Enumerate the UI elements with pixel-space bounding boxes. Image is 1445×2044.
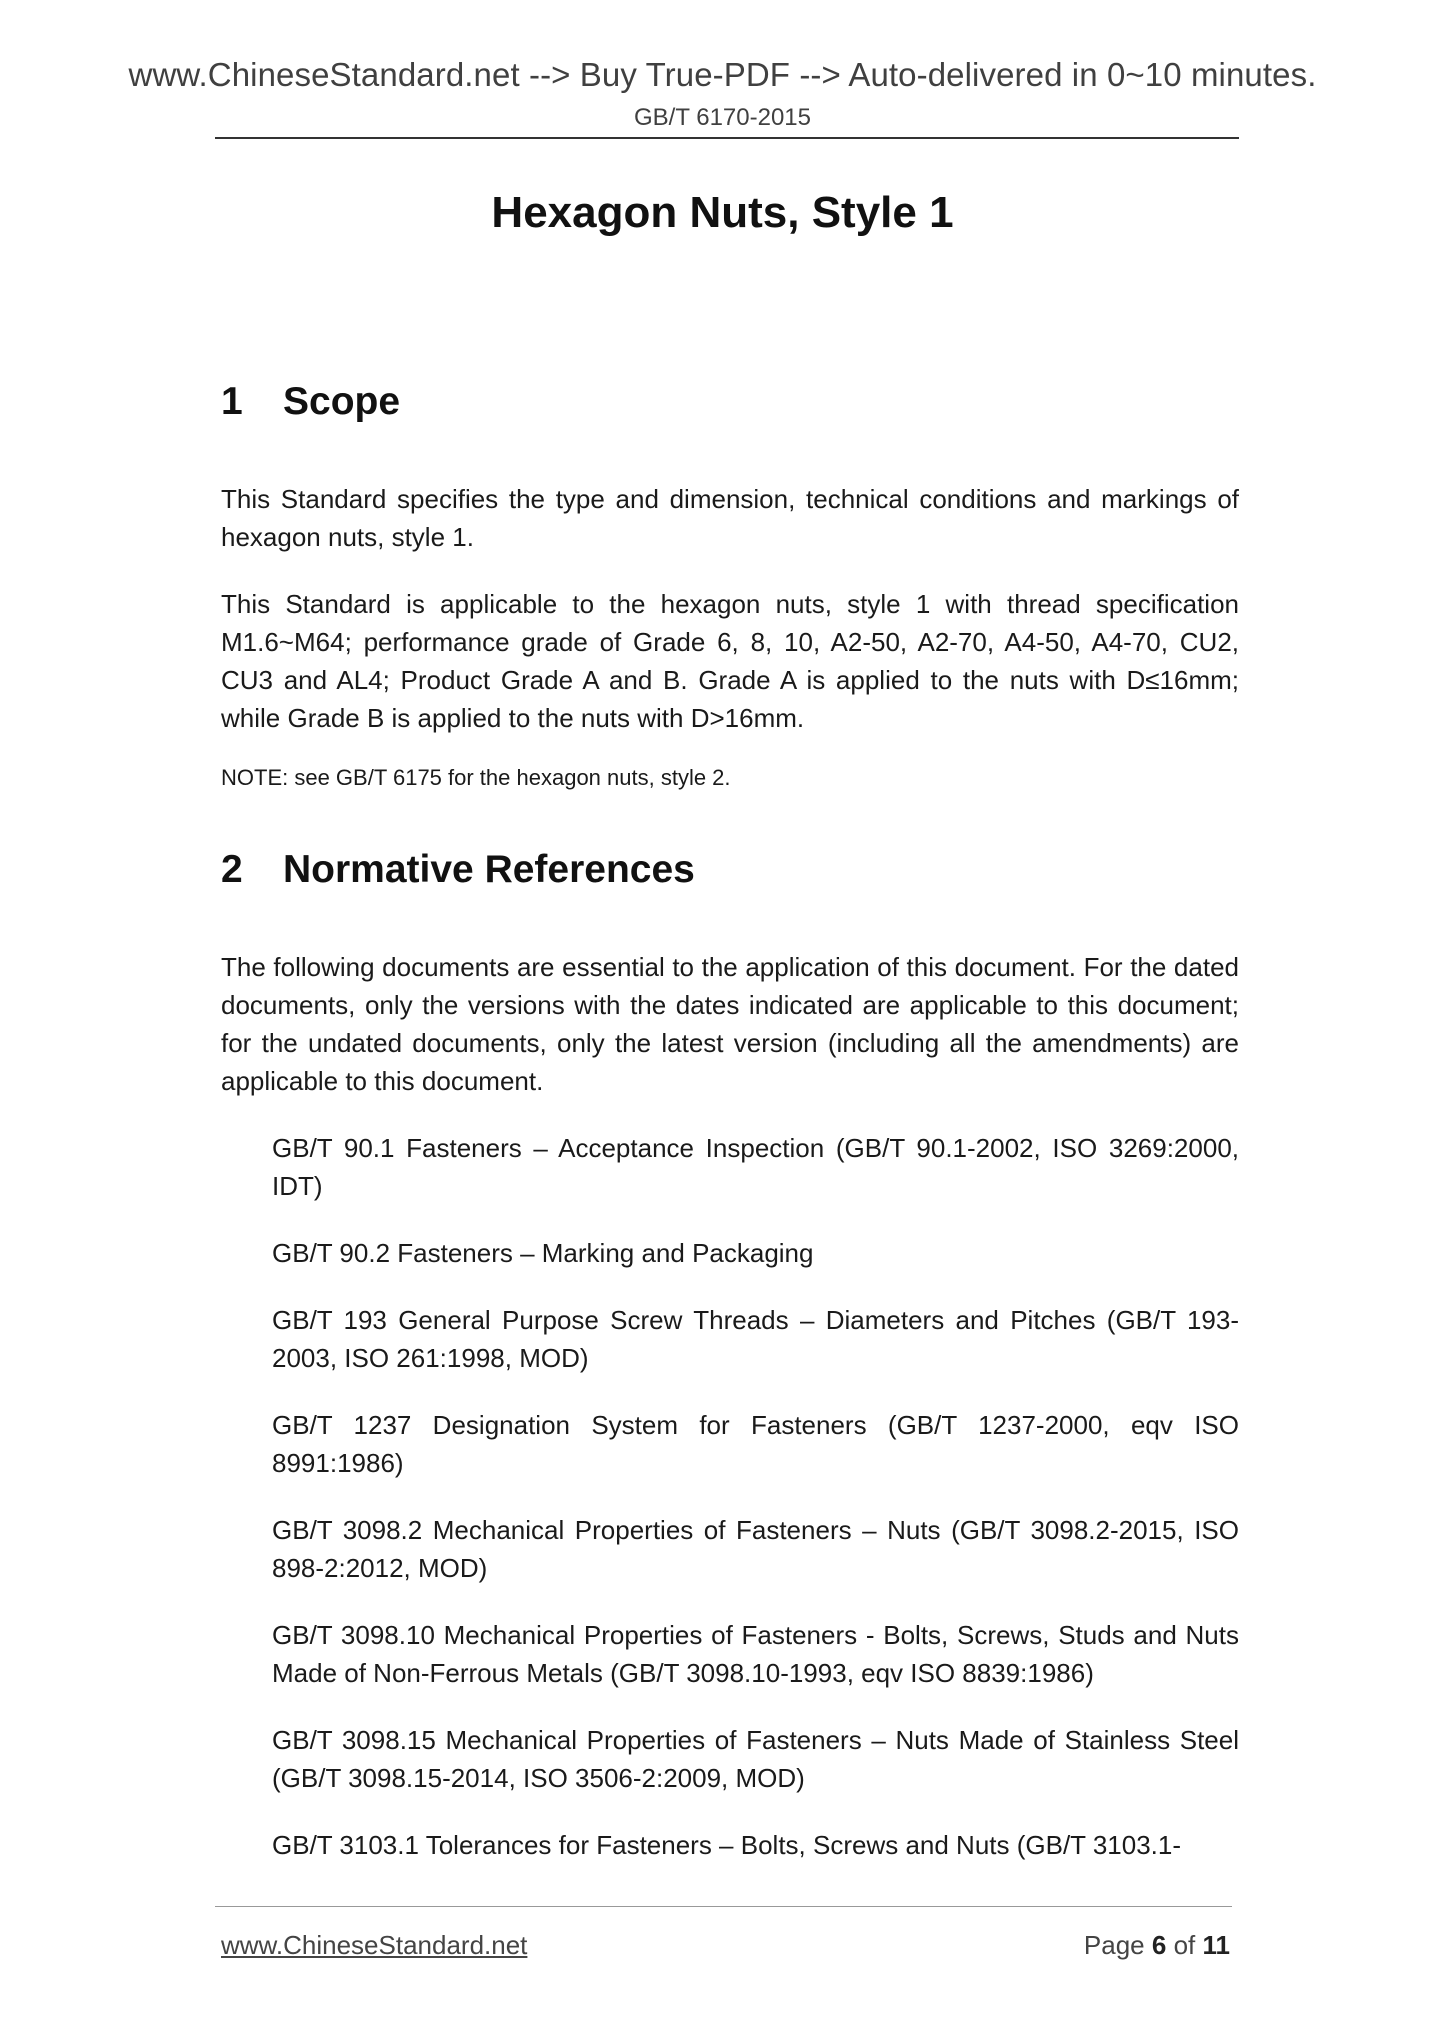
document-body [221, 380, 1239, 1864]
header-rule [215, 137, 1239, 139]
section-title: Scope [283, 380, 401, 423]
section-heading-normative-references [221, 848, 1239, 892]
reference-item: GB/T 3098.15 Mechanical Properties of Fasteners – Nuts Made of Stainless Steel (GB/T 3098.15-2014, ISO 3506-2:2009, MOD) [272, 1725, 1239, 1793]
reference-item: GB/T 193 General Purpose Screw Threads – Diameters and Pitches (GB/T 193-2003, ISO 261:1998, MOD) [272, 1305, 1239, 1373]
page-of-label: of [1173, 1930, 1196, 1960]
reference-item: GB/T 1237 Designation System for Fasteners (GB/T 1237-2000, eqv ISO 8991:1986) [272, 1410, 1239, 1478]
references-intro: The following documents are essential to the application of this document. For the dated documents, only the versions with the dates indicated are applicable to this document; for the undated documents, only the latest version (including all the amendments) are applicable to this document. [221, 952, 1239, 1096]
section-heading-scope [221, 380, 1239, 424]
standard-code: GB/T 6170-2015 [633, 104, 811, 131]
page-label: Page [1083, 1930, 1145, 1960]
reference-item: GB/T 3098.2 Mechanical Properties of Fasteners – Nuts (GB/T 3098.2-2015, ISO 898-2:2012, MOD) [272, 1515, 1239, 1583]
scope-paragraph-1: This Standard specifies the type and dimension, technical conditions and markings of hexagon nuts, style 1. [221, 484, 1239, 552]
footer-rule [215, 1906, 1232, 1907]
document-title: Hexagon Nuts, Style 1 [491, 188, 954, 237]
reference-item: GB/T 90.2 Fasteners – Marking and Packaging [272, 1238, 814, 1268]
reference-item: GB/T 3098.10 Mechanical Properties of Fasteners - Bolts, Screws, Studs and Nuts Made of Non-Ferrous Metals (GB/T 3098.10-1993, eqv ISO 8839:1986) [272, 1620, 1239, 1688]
reference-item: GB/T 3103.1 Tolerances for Fasteners – Bolts, Screws and Nuts (GB/T 3103.1- [272, 1830, 1181, 1860]
scope-paragraph-2: This Standard is applicable to the hexagon nuts, style 1 with thread specification M1.6~M64; performance grade of Grade 6, 8, 10, A2-50, A2-70, A4-50, A4-70, CU2, CU3 and AL4; Product Grade A and B. Grade A is applied to the nuts with D≤16mm; while Grade B is applied to the nuts with D>16mm. [221, 589, 1239, 733]
reference-item: GB/T 90.1 Fasteners – Acceptance Inspection (GB/T 90.1-2002, ISO 3269:2000, IDT) [272, 1133, 1239, 1201]
section-title: Normative References [283, 848, 695, 891]
scope-note: NOTE: see GB/T 6175 for the hexagon nuts, style 2. [221, 765, 731, 790]
page-current: 6 [1151, 1930, 1167, 1960]
footer-website-link[interactable]: www.ChineseStandard.net [221, 1930, 528, 1960]
page-indicator [1084, 1930, 1230, 1961]
section-number: 2 [221, 848, 243, 891]
section-number: 1 [221, 380, 243, 423]
header-banner: www.ChineseStandard.net --> Buy True-PDF --> Auto-delivered in 0~10 minutes. [128, 56, 1317, 93]
page-total: 11 [1202, 1930, 1230, 1960]
